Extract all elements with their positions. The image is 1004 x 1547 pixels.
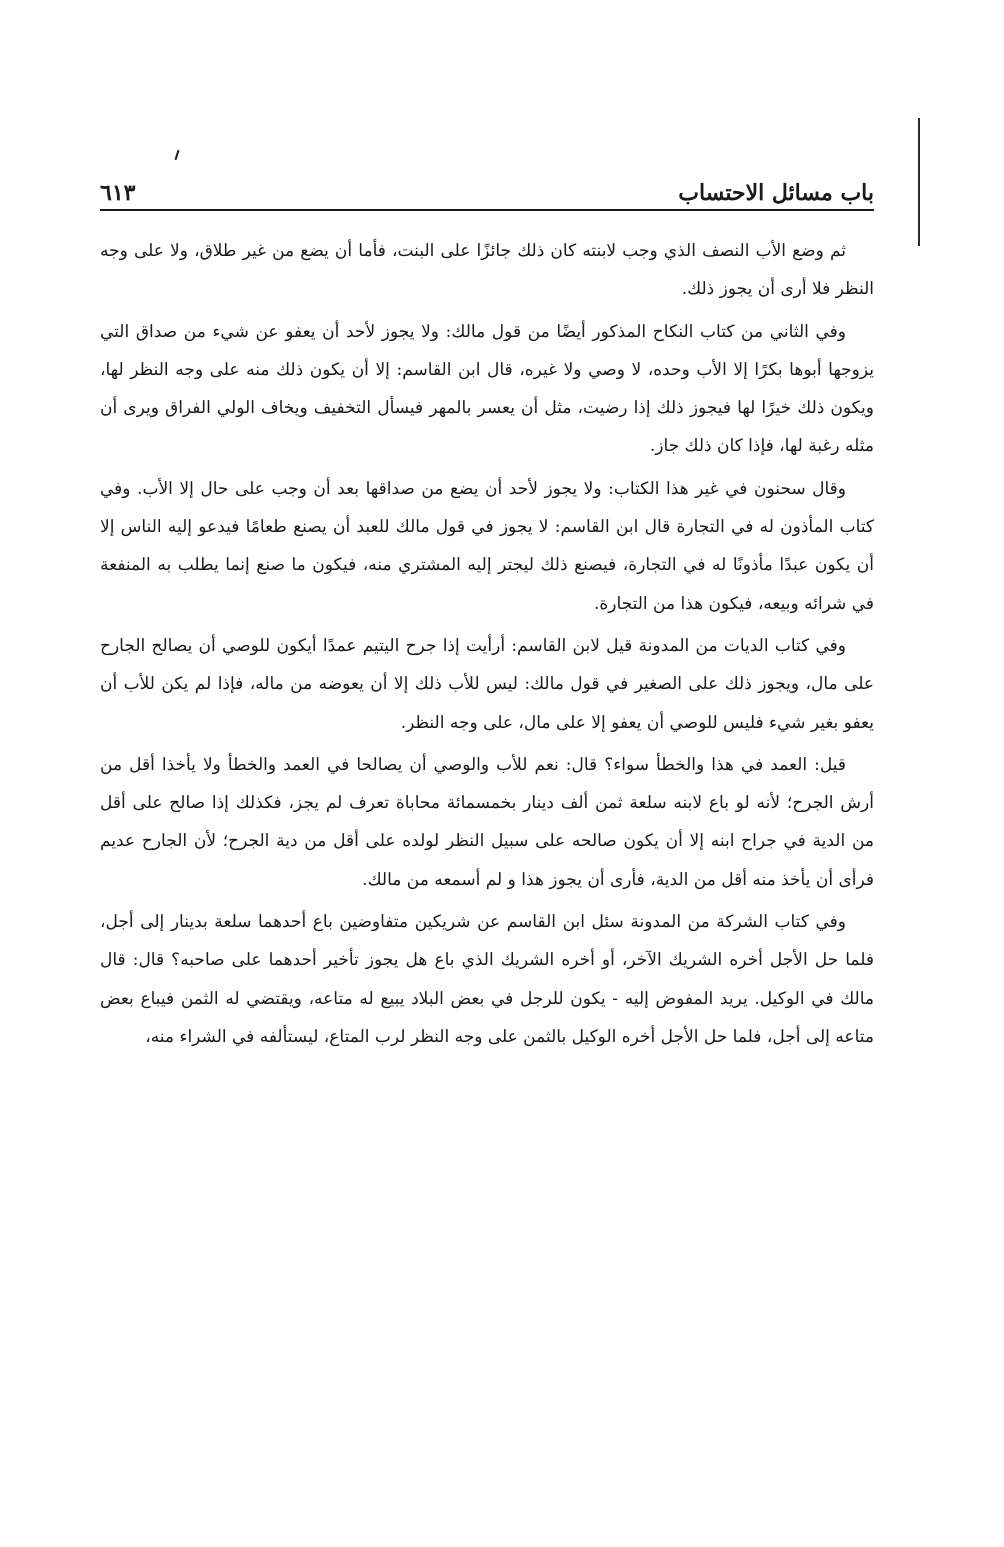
- paragraph: قيل: العمد في هذا والخطأ سواء؟ قال: نعم للأب والوصي أن يصالحا في العمد والخطأ ولا يأخذا أقل من أرش الجرح؛ لأنه لو باع لابنه سلعة ثمن ألف دينار بخمسمائة محاباة تعرف لم يجز، فكذلك إذا صالح على أقل من الدية في جراح ابنه إلا أن يكون صالحه على سبيل النظر لولده على أقل من دية الجرح؛ لأن الجارح عديم فرأى أن يأخذ منه أقل من الدية، فأرى أن يجوز هذا و لم أسمعه من مالك.: [100, 754, 874, 890]
- paragraph: وفي كتاب الديات من المدونة قيل لابن القاسم: أرأيت إذا جرح اليتيم عمدًا أيكون للوصي أن يصالح الجارح على مال، ويجوز ذلك على الصغير في قول مالك: ليس للأب ذلك إلا أن يعوضه من ماله، فإذا لم يكن للأب أن يعفو بغير شيء فليس للوصي أن يعفو إلا على مال، على وجه النظر.: [100, 635, 874, 733]
- header-divider: [100, 209, 874, 211]
- page-header: [100, 160, 874, 204]
- paragraph: وقال سحنون في غير هذا الكتاب: ولا يجوز لأحد أن يضع من صداقها بعد أن وجب على حال إلا الأب. وفي كتاب المأذون له في التجارة قال ابن القاسم: لا يجوز في قول مالك للعبد أن يصنع طعامًا فيدعو إليه الناس إلا أن يكون عبدًا مأذونًا له في التجارة، فيصنع ذلك ليجتر إليه المشتري منه، فيكون ما صنع إنما يطلب به المنفعة في شرائه وبيعه، فيكون هذا من التجارة.: [100, 478, 874, 614]
- scan-edge-line: [918, 118, 920, 246]
- paragraph: وفي كتاب الشركة من المدونة سئل ابن القاسم عن شريكين متفاوضين باع أحدهما سلعة بدينار إلى أجل، فلما حل الأجل أخره الشريك الآخر، أو أخره الشريك الذي باع هل يجوز تأخير أحدهما على صاحبه؟ قال: قال مالك في الوكيل. يريد المفوض إليه - يكون للرجل في بعض البلاد يبيع له متاعه، ويقتضي له الثمن فيباع بعض متاعه إلى أجل، فلما حل الأجل أخره الوكيل بالثمن على وجه النظر لرب المتاع، ليستألفه في الشراء منه،: [100, 912, 874, 1047]
- margin-mark: [175, 150, 180, 160]
- chapter-title: باب مسائل الاحتساب: [678, 180, 874, 206]
- paragraph: وفي الثاني من كتاب النكاح المذكور أيضًا من قول مالك: ولا يجوز لأحد أن يعفو عن شيء من صداق التي يزوجها أبوها بكرًا إلا الأب وحده، لا وصي ولا غيره، قال ابن القاسم: إلا أن يكون ذلك منه على وجه النظر لها، ويكون ذلك خيرًا لها فيجوز ذلك إذا رضيت، مثل أن يعسر بالمهر فيسأل التخفيف ويخاف الولي الفراق ويرى أن مثله رغبة لها، فإذا كان ذلك جاز.: [100, 321, 874, 457]
- page-number: ٦١٣: [100, 180, 136, 206]
- body-text: [100, 232, 874, 1060]
- paragraph: ثم وضع الأب النصف الذي وجب لابنته كان ذلك جائزًا على البنت، فأما أن يضع من غير طلاق، ولا على وجه النظر فلا أرى أن يجوز ذلك.: [100, 241, 874, 300]
